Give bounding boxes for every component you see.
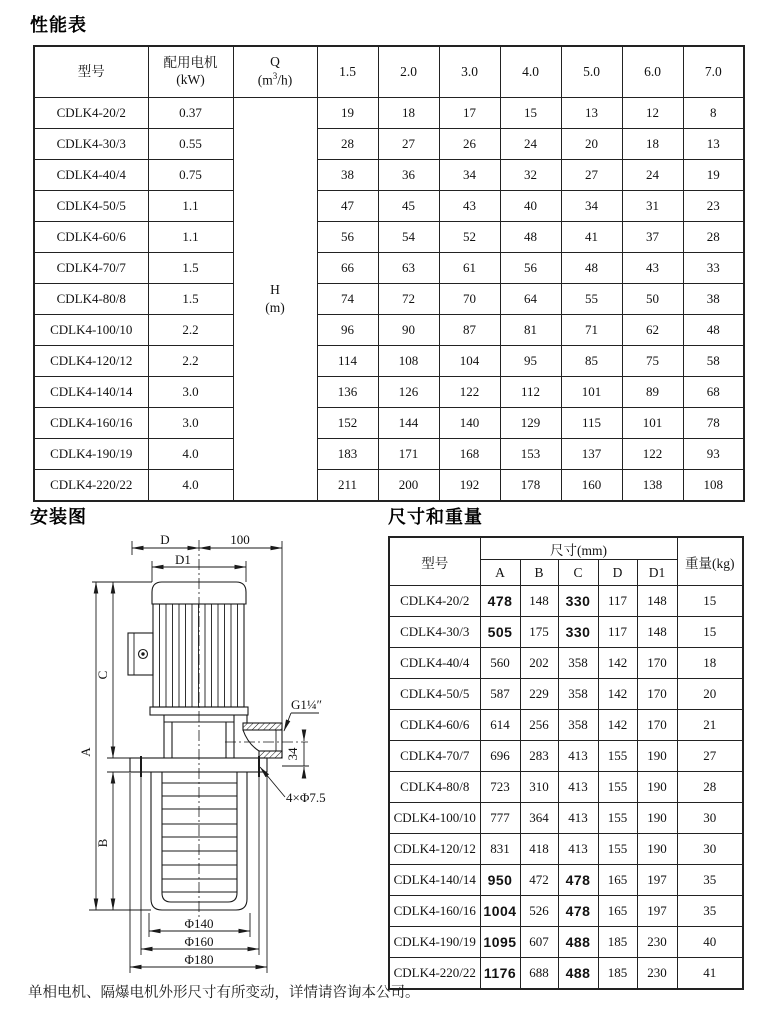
perf-table-row xyxy=(34,284,744,315)
perf-head-value-cell: 13 xyxy=(683,129,744,160)
perf-head-value-cell: 19 xyxy=(317,98,378,129)
thread-leader-line xyxy=(284,713,291,731)
perf-head-value-cell: 122 xyxy=(622,439,683,470)
perf-table-row xyxy=(34,191,744,222)
dim-label-d1: D1 xyxy=(175,552,191,567)
dim-label-b: B xyxy=(95,838,110,848)
perf-model-cell: CDLK4-100/10 xyxy=(34,315,148,346)
dims-model-cell: CDLK4-20/2 xyxy=(389,586,480,617)
perf-table-row xyxy=(34,377,744,408)
motor-fins xyxy=(160,604,238,707)
perf-head-value-cell: 47 xyxy=(317,191,378,222)
perf-head-value-cell: 52 xyxy=(439,222,500,253)
performance-table xyxy=(33,45,745,502)
perf-head-value-cell: 178 xyxy=(500,470,561,502)
port-thread-bottom xyxy=(259,751,282,758)
dims-model-cell: CDLK4-50/5 xyxy=(389,679,480,710)
dims-size-cell: 696 xyxy=(480,741,520,772)
dims-size-cell: 165 xyxy=(598,896,637,927)
perf-head-value-cell: 171 xyxy=(378,439,439,470)
perf-head-value-cell: 137 xyxy=(561,439,622,470)
dims-size-cell: 148 xyxy=(637,617,677,648)
perf-col-model: 型号 xyxy=(34,46,148,98)
dims-size-cell: 148 xyxy=(637,586,677,617)
dims-size-cell: 364 xyxy=(520,803,558,834)
perf-model-cell: CDLK4-60/6 xyxy=(34,222,148,253)
dims-weight-cell: 30 xyxy=(677,834,743,865)
dims-size-cell: 614 xyxy=(480,710,520,741)
dims-table-row xyxy=(389,741,743,772)
dims-model-cell: CDLK4-70/7 xyxy=(389,741,480,772)
dim-label-phi160: Φ160 xyxy=(184,934,214,949)
perf-model-cell: CDLK4-70/7 xyxy=(34,253,148,284)
dims-model-cell: CDLK4-160/16 xyxy=(389,896,480,927)
perf-table-row xyxy=(34,439,744,470)
perf-col-motor-label: 配用电机 xyxy=(163,55,218,71)
perf-model-cell: CDLK4-50/5 xyxy=(34,191,148,222)
dims-table-row xyxy=(389,772,743,803)
perf-table-row xyxy=(34,408,744,439)
perf-head-value-cell: 78 xyxy=(683,408,744,439)
dims-table-row xyxy=(389,679,743,710)
perf-table-row xyxy=(34,98,744,129)
perf-head-value-cell: 18 xyxy=(622,129,683,160)
perf-head-value-cell: 93 xyxy=(683,439,744,470)
perf-head-value-cell: 40 xyxy=(500,191,561,222)
perf-head-merged-cell xyxy=(233,98,317,502)
bolt-holes-label: 4×Φ7.5 xyxy=(286,790,326,805)
perf-head-value-cell: 55 xyxy=(561,284,622,315)
dims-size-cell: 723 xyxy=(480,772,520,803)
dims-model-cell: CDLK4-120/12 xyxy=(389,834,480,865)
dims-size-cell: 256 xyxy=(520,710,558,741)
dims-size-cell: 170 xyxy=(637,679,677,710)
perf-head-value-cell: 126 xyxy=(378,377,439,408)
perf-head-value-cell: 122 xyxy=(439,377,500,408)
terminal-box xyxy=(128,633,153,675)
perf-head-value-cell: 114 xyxy=(317,346,378,377)
perf-head-value-cell: 75 xyxy=(622,346,683,377)
perf-head-value-cell: 48 xyxy=(683,315,744,346)
perf-head-value-cell: 66 xyxy=(317,253,378,284)
perf-head-value-cell: 68 xyxy=(683,377,744,408)
dims-table-row xyxy=(389,834,743,865)
dim-label-d: D xyxy=(160,532,170,547)
dims-size-cell: 1095 xyxy=(480,927,520,958)
perf-head-value-cell: 45 xyxy=(378,191,439,222)
dims-weight-cell: 41 xyxy=(677,958,743,990)
footnote-text: 单相电机、隔爆电机外形尺寸有所变动，详情请咨询本公司。 xyxy=(28,985,420,1001)
dims-size-cell: 330 xyxy=(558,586,598,617)
perf-model-cell: CDLK4-80/8 xyxy=(34,284,148,315)
dim-label-100: 100 xyxy=(230,532,250,547)
dims-size-cell: 413 xyxy=(558,803,598,834)
dims-size-cell: 587 xyxy=(480,679,520,710)
dims-table-row xyxy=(389,896,743,927)
perf-head-value-cell: 183 xyxy=(317,439,378,470)
perf-header-row xyxy=(34,46,744,98)
dims-size-cell: 358 xyxy=(558,710,598,741)
perf-head-value-cell: 56 xyxy=(317,222,378,253)
perf-head-value-cell: 56 xyxy=(500,253,561,284)
dims-weight-cell: 15 xyxy=(677,617,743,648)
perf-kw-cell: 2.2 xyxy=(148,346,233,377)
perf-head-value-cell: 192 xyxy=(439,470,500,502)
perf-table-row xyxy=(34,470,744,502)
perf-kw-cell: 1.5 xyxy=(148,253,233,284)
perf-head-value-cell: 34 xyxy=(561,191,622,222)
perf-head-value-cell: 95 xyxy=(500,346,561,377)
perf-head-value-cell: 43 xyxy=(439,191,500,222)
dims-model-cell: CDLK4-40/4 xyxy=(389,648,480,679)
dims-size-cell: 831 xyxy=(480,834,520,865)
dims-weight-cell: 28 xyxy=(677,772,743,803)
dims-size-cell: 950 xyxy=(480,865,520,896)
perf-head-value-cell: 17 xyxy=(439,98,500,129)
dims-table-row xyxy=(389,648,743,679)
dims-table-row xyxy=(389,958,743,990)
perf-head-value-cell: 12 xyxy=(622,98,683,129)
perf-head-value-cell: 8 xyxy=(683,98,744,129)
dims-size-cell: 230 xyxy=(637,927,677,958)
perf-kw-cell: 3.0 xyxy=(148,408,233,439)
perf-head-value-cell: 115 xyxy=(561,408,622,439)
dim-label-a: A xyxy=(78,747,93,757)
perf-kw-cell: 1.1 xyxy=(148,191,233,222)
perf-head-value-cell: 62 xyxy=(622,315,683,346)
perf-kw-cell: 0.37 xyxy=(148,98,233,129)
perf-head-value-cell: 34 xyxy=(439,160,500,191)
thread-size-label: G1¼″ xyxy=(291,697,323,712)
dims-model-cell: CDLK4-220/22 xyxy=(389,958,480,990)
perf-head-value-cell: 32 xyxy=(500,160,561,191)
perf-head-value-cell: 87 xyxy=(439,315,500,346)
perf-model-cell: CDLK4-20/2 xyxy=(34,98,148,129)
perf-kw-cell: 2.2 xyxy=(148,315,233,346)
dims-size-cell: 472 xyxy=(520,865,558,896)
dims-size-cell: 478 xyxy=(558,896,598,927)
perf-flow-header: 3.0 xyxy=(439,46,500,98)
mounting-plate xyxy=(130,758,267,772)
dims-size-cell: 413 xyxy=(558,772,598,803)
perf-head-value-cell: 101 xyxy=(622,408,683,439)
perf-head-value-cell: 64 xyxy=(500,284,561,315)
head-unit: (m) xyxy=(265,300,285,315)
port-body xyxy=(243,730,259,751)
dims-model-cell: CDLK4-60/6 xyxy=(389,710,480,741)
perf-head-value-cell: 20 xyxy=(561,129,622,160)
dims-subcol-a: A xyxy=(480,560,520,586)
perf-col-flow-label: Q xyxy=(270,54,280,70)
dims-size-cell: 155 xyxy=(598,803,637,834)
dims-size-cell: 165 xyxy=(598,865,637,896)
performance-table-title: 性能表 xyxy=(30,15,87,35)
holes-leader-line xyxy=(260,767,285,797)
perf-head-value-cell: 43 xyxy=(622,253,683,284)
perf-flow-header: 2.0 xyxy=(378,46,439,98)
dims-size-cell: 283 xyxy=(520,741,558,772)
perf-head-value-cell: 63 xyxy=(378,253,439,284)
dims-table-row xyxy=(389,710,743,741)
perf-head-value-cell: 144 xyxy=(378,408,439,439)
perf-head-value-cell: 28 xyxy=(317,129,378,160)
perf-head-value-cell: 28 xyxy=(683,222,744,253)
perf-head-value-cell: 27 xyxy=(561,160,622,191)
perf-head-value-cell: 152 xyxy=(317,408,378,439)
dims-size-cell: 170 xyxy=(637,648,677,679)
dims-size-cell: 488 xyxy=(558,927,598,958)
dims-size-cell: 142 xyxy=(598,648,637,679)
dim-label-phi140: Φ140 xyxy=(184,916,214,931)
perf-head-value-cell: 54 xyxy=(378,222,439,253)
dims-col-model: 型号 xyxy=(389,537,480,586)
perf-kw-cell: 0.55 xyxy=(148,129,233,160)
installation-diagram-title: 安装图 xyxy=(30,507,87,527)
perf-head-value-cell: 153 xyxy=(500,439,561,470)
dims-header-row-1 xyxy=(389,537,743,560)
dims-model-cell: CDLK4-30/3 xyxy=(389,617,480,648)
dims-subcol-d: D xyxy=(598,560,637,586)
perf-head-value-cell: 38 xyxy=(683,284,744,315)
perf-model-cell: CDLK4-30/3 xyxy=(34,129,148,160)
perf-head-value-cell: 81 xyxy=(500,315,561,346)
perf-head-value-cell: 89 xyxy=(622,377,683,408)
perf-table-row xyxy=(34,160,744,191)
dims-size-cell: 1004 xyxy=(480,896,520,927)
dims-size-cell: 185 xyxy=(598,927,637,958)
dims-subcol-c: C xyxy=(558,560,598,586)
dims-size-cell: 148 xyxy=(520,586,558,617)
dims-size-cell: 197 xyxy=(637,896,677,927)
perf-head-value-cell: 200 xyxy=(378,470,439,502)
dimensions-weight-table xyxy=(388,536,744,990)
perf-head-value-cell: 211 xyxy=(317,470,378,502)
perf-head-value-cell: 36 xyxy=(378,160,439,191)
perf-flow-header: 4.0 xyxy=(500,46,561,98)
perf-head-value-cell: 33 xyxy=(683,253,744,284)
perf-kw-cell: 4.0 xyxy=(148,439,233,470)
perf-table-row xyxy=(34,222,744,253)
perf-head-value-cell: 48 xyxy=(561,253,622,284)
perf-head-value-cell: 138 xyxy=(622,470,683,502)
dimensions-table-title: 尺寸和重量 xyxy=(388,507,483,527)
dims-weight-cell: 21 xyxy=(677,710,743,741)
perf-head-value-cell: 26 xyxy=(439,129,500,160)
perf-head-value-cell: 71 xyxy=(561,315,622,346)
dims-size-cell: 185 xyxy=(598,958,637,990)
dims-weight-cell: 20 xyxy=(677,679,743,710)
perf-model-cell: CDLK4-120/12 xyxy=(34,346,148,377)
dims-weight-cell: 35 xyxy=(677,865,743,896)
dims-size-cell: 358 xyxy=(558,679,598,710)
perf-kw-cell: 0.75 xyxy=(148,160,233,191)
port-thread-top xyxy=(243,723,282,730)
perf-head-value-cell: 140 xyxy=(439,408,500,439)
dims-size-cell: 175 xyxy=(520,617,558,648)
dims-size-cell: 1176 xyxy=(480,958,520,990)
dims-size-cell: 607 xyxy=(520,927,558,958)
perf-head-value-cell: 70 xyxy=(439,284,500,315)
perf-col-flow xyxy=(233,46,317,98)
dims-table-row xyxy=(389,927,743,958)
head-symbol: H xyxy=(270,282,280,298)
perf-kw-cell: 4.0 xyxy=(148,470,233,502)
perf-kw-cell: 1.5 xyxy=(148,284,233,315)
dims-size-cell: 310 xyxy=(520,772,558,803)
perf-head-value-cell: 24 xyxy=(500,129,561,160)
dims-model-cell: CDLK4-100/10 xyxy=(389,803,480,834)
perf-head-value-cell: 104 xyxy=(439,346,500,377)
dims-weight-cell: 27 xyxy=(677,741,743,772)
perf-head-value-cell: 48 xyxy=(500,222,561,253)
dims-size-cell: 505 xyxy=(480,617,520,648)
dim-label-34: 34 xyxy=(285,747,300,761)
dims-size-cell: 488 xyxy=(558,958,598,990)
perf-head-value-cell: 72 xyxy=(378,284,439,315)
dims-model-cell: CDLK4-80/8 xyxy=(389,772,480,803)
dims-weight-cell: 35 xyxy=(677,896,743,927)
perf-col-motor-unit: (kW) xyxy=(176,72,205,87)
perf-head-value-cell: 19 xyxy=(683,160,744,191)
perf-model-cell: CDLK4-160/16 xyxy=(34,408,148,439)
dims-weight-cell: 15 xyxy=(677,586,743,617)
dims-size-cell: 155 xyxy=(598,834,637,865)
dims-size-cell: 142 xyxy=(598,679,637,710)
dims-size-cell: 155 xyxy=(598,772,637,803)
perf-head-value-cell: 31 xyxy=(622,191,683,222)
dims-table-row xyxy=(389,617,743,648)
perf-head-value-cell: 24 xyxy=(622,160,683,191)
dims-size-cell: 190 xyxy=(637,741,677,772)
perf-head-value-cell: 37 xyxy=(622,222,683,253)
perf-table-row xyxy=(34,346,744,377)
perf-flow-header: 1.5 xyxy=(317,46,378,98)
dims-weight-cell: 18 xyxy=(677,648,743,679)
perf-flow-header: 5.0 xyxy=(561,46,622,98)
dims-size-cell: 117 xyxy=(598,617,637,648)
dims-size-cell: 358 xyxy=(558,648,598,679)
dims-size-cell: 330 xyxy=(558,617,598,648)
perf-head-value-cell: 38 xyxy=(317,160,378,191)
dims-table-row xyxy=(389,586,743,617)
perf-head-value-cell: 108 xyxy=(683,470,744,502)
dims-size-cell: 190 xyxy=(637,772,677,803)
dims-size-cell: 418 xyxy=(520,834,558,865)
perf-head-value-cell: 160 xyxy=(561,470,622,502)
perf-head-value-cell: 58 xyxy=(683,346,744,377)
perf-head-value-cell: 18 xyxy=(378,98,439,129)
dims-size-cell: 230 xyxy=(637,958,677,990)
dims-size-cell: 155 xyxy=(598,741,637,772)
dims-size-cell: 478 xyxy=(480,586,520,617)
dims-size-cell: 560 xyxy=(480,648,520,679)
dims-weight-cell: 40 xyxy=(677,927,743,958)
dims-size-cell: 229 xyxy=(520,679,558,710)
perf-head-value-cell: 23 xyxy=(683,191,744,222)
perf-head-value-cell: 61 xyxy=(439,253,500,284)
dims-model-cell: CDLK4-190/19 xyxy=(389,927,480,958)
dims-subcol-b: B xyxy=(520,560,558,586)
dims-size-cell: 190 xyxy=(637,803,677,834)
perf-flow-header: 6.0 xyxy=(622,46,683,98)
dims-weight-cell: 30 xyxy=(677,803,743,834)
perf-col-flow-unit: $(m^3/h)$ xyxy=(257,71,293,88)
perf-head-value-cell: 74 xyxy=(317,284,378,315)
perf-head-value-cell: 90 xyxy=(378,315,439,346)
pump-stage-lines xyxy=(162,783,237,892)
perf-kw-cell: 1.1 xyxy=(148,222,233,253)
dims-size-cell: 413 xyxy=(558,834,598,865)
perf-table-row xyxy=(34,253,744,284)
perf-model-cell: CDLK4-40/4 xyxy=(34,160,148,191)
pump-neck xyxy=(164,715,247,758)
perf-model-cell: CDLK4-140/14 xyxy=(34,377,148,408)
dims-subcol-d1: D1 xyxy=(637,560,677,586)
perf-head-value-cell: 15 xyxy=(500,98,561,129)
dims-size-cell: 777 xyxy=(480,803,520,834)
perf-head-value-cell: 27 xyxy=(378,129,439,160)
perf-head-value-cell: 85 xyxy=(561,346,622,377)
dims-size-cell: 142 xyxy=(598,710,637,741)
dims-size-cell: 478 xyxy=(558,865,598,896)
perf-table-row xyxy=(34,315,744,346)
perf-flow-header: 7.0 xyxy=(683,46,744,98)
dims-size-cell: 688 xyxy=(520,958,558,990)
dims-size-cell: 190 xyxy=(637,834,677,865)
perf-head-value-cell: 101 xyxy=(561,377,622,408)
perf-head-value-cell: 50 xyxy=(622,284,683,315)
perf-head-value-cell: 168 xyxy=(439,439,500,470)
terminal-box-hole-center xyxy=(141,652,144,655)
dim-label-phi180: Φ180 xyxy=(184,952,214,967)
dims-size-cell: 413 xyxy=(558,741,598,772)
perf-model-cell: CDLK4-220/22 xyxy=(34,470,148,502)
perf-head-value-cell: 108 xyxy=(378,346,439,377)
perf-head-value-cell: 112 xyxy=(500,377,561,408)
dims-size-cell: 170 xyxy=(637,710,677,741)
dims-table-row xyxy=(389,865,743,896)
dims-model-cell: CDLK4-140/14 xyxy=(389,865,480,896)
dims-size-cell: 202 xyxy=(520,648,558,679)
perf-head-value-cell: 41 xyxy=(561,222,622,253)
dims-size-cell: 117 xyxy=(598,586,637,617)
dims-size-cell: 197 xyxy=(637,865,677,896)
perf-head-value-cell: 136 xyxy=(317,377,378,408)
dims-table-row xyxy=(389,803,743,834)
perf-model-cell: CDLK4-190/19 xyxy=(34,439,148,470)
dims-col-weight: 重量(kg) xyxy=(677,537,743,586)
perf-head-value-cell: 96 xyxy=(317,315,378,346)
installation-diagram xyxy=(55,525,385,990)
dim-label-c: C xyxy=(95,670,110,680)
dims-col-size: 尺寸(mm) xyxy=(480,537,677,560)
perf-head-value-cell: 13 xyxy=(561,98,622,129)
perf-col-motor xyxy=(148,46,233,98)
perf-head-value-cell: 129 xyxy=(500,408,561,439)
perf-table-row xyxy=(34,129,744,160)
dims-size-cell: 526 xyxy=(520,896,558,927)
perf-kw-cell: 3.0 xyxy=(148,377,233,408)
